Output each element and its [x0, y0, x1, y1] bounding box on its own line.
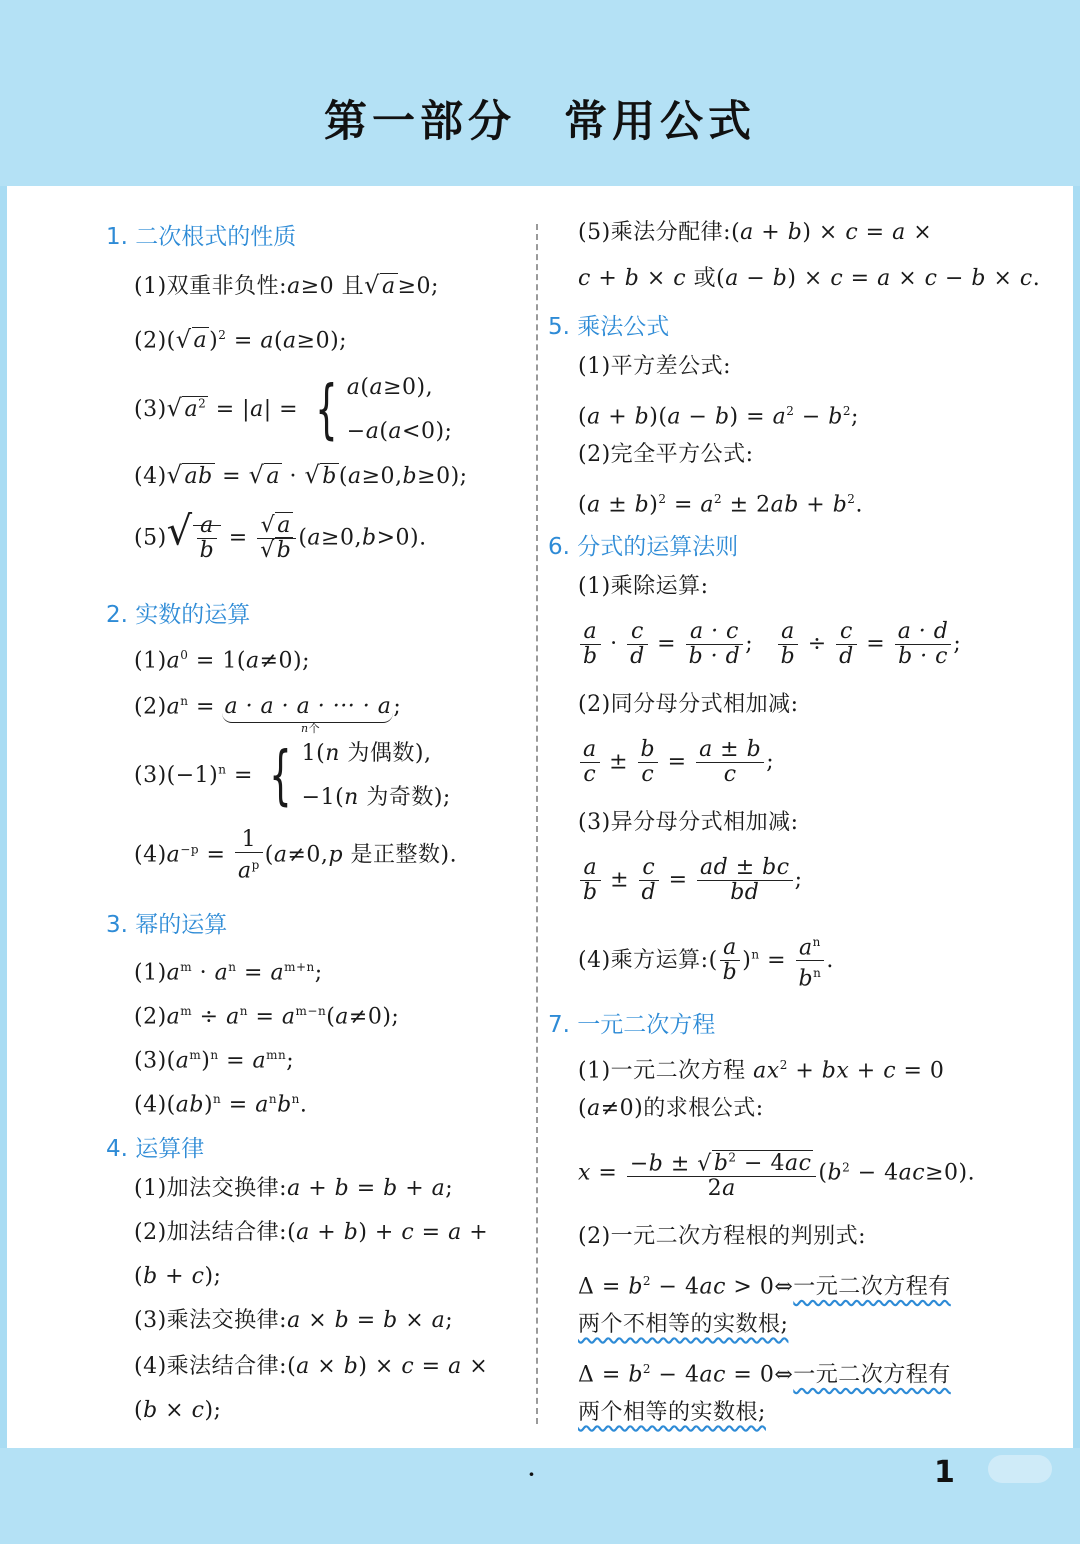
rule-7-1: (1)一元二次方程 $ax^2$ + bx + c = 0 [578, 1058, 945, 1084]
rule-1-1: (1)双重非负性:a≥0 且√a≥0; [134, 271, 439, 299]
watermark-badge [988, 1455, 1052, 1483]
rule-6-3-formula: $\frac{a}{b}$ ± $\frac{c}{d}$ = $\frac{ad \pm bc}{bd}$ ; [578, 856, 802, 905]
rule-4-5: (5)乘法分配律:(a + b) × c = a × [578, 220, 933, 245]
rule-3-4: $(4)(ab)^n = a^nb^n$. [134, 1092, 308, 1118]
rule-6-2-formula: $\frac{a}{c}$ ± $\frac{b}{c}$ = $\frac{a \pm b}{c}$ ; [578, 738, 774, 787]
rule-4-2: (2)加法结合律:(a + b) + c = a + [134, 1220, 489, 1245]
rule-1-4: (4)√ab = √a · √b(a≥0,b≥0); [134, 461, 468, 489]
rule-7-2-a-cont: 两个不相等的实数根; [578, 1312, 789, 1337]
rule-4-5-cont: c + b × c 或(a − b) × c = a × c − b × c. [578, 266, 1041, 291]
rule-7-2-b-cont: 两个相等的实数根; [578, 1400, 766, 1425]
rule-4-2-cont: (b + c); [134, 1264, 222, 1289]
footer-band [0, 1448, 1080, 1544]
rule-7-1-formula: x = $\frac{-b \pm √b^2 - 4ac}{2a}$ $(b^2 - 4ac\ge 0)$. [578, 1146, 975, 1201]
rule-2-1: $(1)a^0 = 1(a\ne 0)$; [134, 648, 310, 674]
page-number: 1 [934, 1455, 955, 1490]
section-3-heading: 3. 幂的运算 [106, 912, 228, 938]
rule-6-1-formula: $\frac{a}{b}$ · $\frac{c}{d}$ = $\frac{a \cdot c}{b \cdot d}$ ; $\frac{a}{b}$ ÷ $\frac{c}{d}$ = $\frac{a \cdot d}{b \cdot c}$ ; [578, 620, 961, 669]
rule-1-2: $(2)(√a)^2 = a(a\ge 0)$; [134, 325, 348, 354]
rule-4-4-cont: (b × c); [134, 1398, 222, 1423]
rule-3-1: $(1)a^m \cdot a^n = a^{m+n}$; [134, 960, 323, 986]
rule-2-3: $(3)(-1)^n$ = { 1(n 为偶数), −1(n 为奇数); [134, 739, 451, 813]
section-6-heading: 6. 分式的运算法则 [548, 534, 739, 560]
rule-1-3: $(3)√a^2 = |a|$ = { a(a≥0), −a(a<0); [134, 373, 453, 447]
page-title: 第一部分 常用公式 [324, 97, 756, 147]
rule-4-1: (1)加法交换律:a + b = b + a; [134, 1176, 454, 1201]
rule-7-2-b: $\Delta = b^2 - 4ac$ = 0⇔一元二次方程有 [578, 1362, 951, 1388]
rule-5-1: (1)平方差公式: [578, 354, 732, 379]
rule-7-1-cont: (a≠0)的求根公式: [578, 1096, 764, 1121]
column-divider [536, 224, 538, 1424]
rule-5-2: (2)完全平方公式: [578, 442, 754, 467]
rule-3-2: $(2)a^m \div a^n = a^{m-n}(a\ne 0)$; [134, 1004, 400, 1030]
rule-7-2-a: $\Delta = b^2 - 4ac$ > 0⇔一元二次方程有 [578, 1274, 951, 1300]
section-7-heading: 7. 一元二次方程 [548, 1012, 716, 1038]
footer-dot: · [528, 1462, 535, 1486]
rule-2-4: $(4)a^{-p}$ = $\frac{1}{a^p}$ (a≠0,p 是正整数). [134, 827, 458, 884]
rule-5-2-formula: $(a \pm b)^2 = a^2 \pm 2ab + b^2$. [578, 492, 863, 518]
rule-2-2: $(2)a^n = a \cdot a \cdot a$ · ··· · a n个 ; [134, 694, 402, 736]
rule-3-3: $(3)(a^m)^n = a^{mn}$; [134, 1048, 295, 1074]
rule-6-1: (1)乘除运算: [578, 574, 709, 599]
rule-4-3: (3)乘法交换律:a × b = b × a; [134, 1308, 454, 1333]
rule-5-1-formula: $(a + b)(a - b) = a^2 - b^2$; [578, 404, 859, 430]
section-4-heading: 4. 运算律 [106, 1136, 205, 1162]
rule-6-3: (3)异分母分式相加减: [578, 810, 799, 835]
rule-4-4: (4)乘法结合律:(a × b) × c = a × [134, 1354, 489, 1379]
section-5-heading: 5. 乘法公式 [548, 314, 670, 340]
rule-6-4: (4)乘方运算:( $\frac{a}{b}$ )$^n$ = $\frac{a^n}{b^n}$ . [578, 930, 834, 992]
rule-1-5: (5)√ $\frac{a}{b}$ = $\frac{√a}{√b}$ (a≥0,b>0). [134, 508, 427, 563]
section-2-heading: 2. 实数的运算 [106, 602, 251, 628]
rule-7-2: (2)一元二次方程根的判别式: [578, 1224, 867, 1249]
section-1-heading: 1. 二次根式的性质 [106, 224, 297, 250]
rule-6-2: (2)同分母分式相加减: [578, 692, 799, 717]
